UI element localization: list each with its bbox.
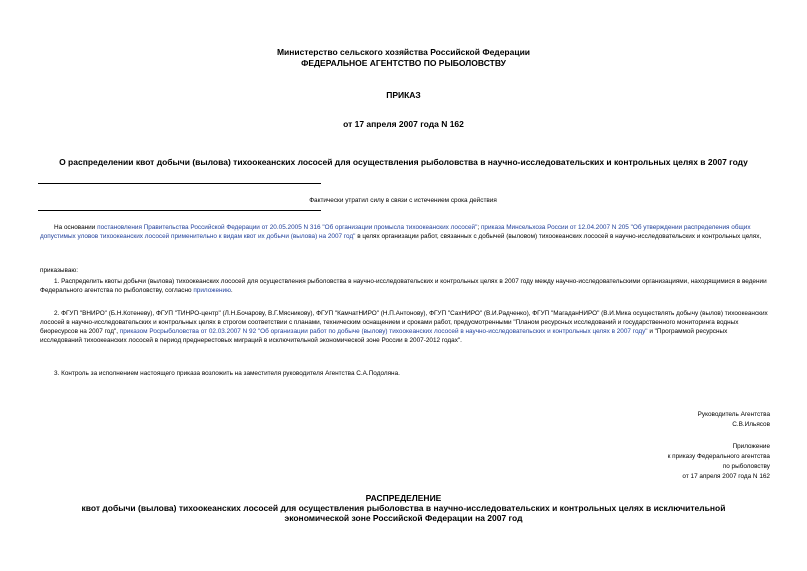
item-2-text: 2. ФГУП "ВНИРО" (Б.Н.Котеневу), ФГУП "ТИНРО-центр" (Л.Н.Бочарову, В.Г.Мясникову), ФГУП "КамчатНИРО" (Н.П.Антонову), ФГУП "СахНИРО" (В.И.Радченко), ФГУП "МагаданНИРО" (В.И.Мика осуществлять добычу (вылов) тихоокеанских лососей в научно-исследовательских и контрольных целях в строгом соответствии с планами, техническим оснащением и сроками работ, предусмотренными "Планом ресурсных исследований и государственного мониторинга водных биоресурсов на 2007 год", bbox=[40, 310, 768, 335]
appendix-ref-line-2: по рыболовству bbox=[722, 463, 770, 470]
divider-bottom bbox=[38, 210, 321, 211]
item-2-paragraph bbox=[40, 309, 768, 345]
preamble-text-2: ; bbox=[477, 224, 481, 231]
order-word: приказываю: bbox=[40, 267, 78, 274]
item-1-end: . bbox=[230, 287, 233, 294]
signature-position: Руководитель Агентства bbox=[697, 411, 770, 418]
item-3-paragraph: 3. Контроль за исполнением настоящего приказа возложить на заместителя руководителя Агентства С.А.Подоляна. bbox=[54, 370, 400, 377]
order-subject: О распределении квот добычи (вылова) тихоокеанских лососей для осуществления рыболовства в научно-исследовательских и контрольных целях в 2007 году bbox=[59, 157, 748, 167]
order-date-number: от 17 апреля 2007 года N 162 bbox=[343, 119, 464, 129]
ministry-heading: Министерство сельского хозяйства Российской Федерации bbox=[276, 47, 531, 57]
appendix-label: Приложение bbox=[732, 443, 770, 450]
government-decree-link[interactable]: постановления Правительства Российской Федерации от 20.05.2005 N 316 "Об организации промысла тихоокеанских лососей" bbox=[97, 224, 478, 231]
distribution-title: РАСПРЕДЕЛЕНИЕ bbox=[365, 493, 442, 503]
agency-heading: ФЕДЕРАЛЬНОЕ АГЕНТСТВО ПО РЫБОЛОВСТВУ bbox=[301, 58, 506, 68]
preamble-text-1: На основании bbox=[54, 224, 98, 231]
appendix-link[interactable]: приложению bbox=[193, 287, 231, 294]
preamble-paragraph bbox=[40, 223, 770, 241]
signature-name: С.В.Ильясов bbox=[732, 421, 770, 428]
item-1-text: 1. Распределить квоты добычи (вылова) тихоокеанских лососей для осуществления рыболовства в научно-исследовательских и контрольных целях в 2007 году между научно-исследовательскими организациями, находящимися в ведении Федерального агентства по рыболовству, согласно bbox=[40, 278, 767, 294]
distribution-line-2: экономической зоне Российской Федерации на 2007 год bbox=[284, 513, 523, 523]
status-note: Фактически утратил силу в связи с истечением срока действия bbox=[309, 197, 497, 204]
order-title: ПРИКАЗ bbox=[386, 90, 421, 100]
minselkhoz-order-link[interactable]: приказа Минсельхоза России от 12.04.2007 N 205 "Об утверждении распределения общих допустимых уловов тихоокеанских лососей применительно к видам квот их добычи (вылова) на 2007 год" bbox=[40, 224, 751, 240]
rosrybolovstvo-order-link[interactable]: приказом Росрыболовства от 02.03.2007 N 92 "Об организации работ по добыче (вылову) тихоокеанских лососей в научно-исследовательских и контрольных целях в 2007 году" bbox=[119, 328, 648, 335]
item-2-end: и "Программой ресурсных исследований тихоокеанских лососей в период преднерестовых миграций в исключительной экономической зоне России в 2007-2012 годах". bbox=[40, 328, 728, 344]
divider-top bbox=[38, 183, 321, 184]
distribution-line-1: квот добычи (вылова) тихоокеанских лососей для осуществления рыболовства в научно-исследовательских и контрольных целях в исключительной bbox=[81, 503, 726, 513]
preamble-text-3: в целях организации работ, связанных с добычей (выловом) тихоокеанских лососей в научно-исследовательских и контрольных целях, bbox=[355, 233, 762, 240]
appendix-ref-line-3: от 17 апреля 2007 года N 162 bbox=[682, 473, 770, 480]
appendix-ref-line-1: к приказу Федерального агентства bbox=[667, 453, 770, 460]
item-1-paragraph bbox=[40, 277, 768, 295]
